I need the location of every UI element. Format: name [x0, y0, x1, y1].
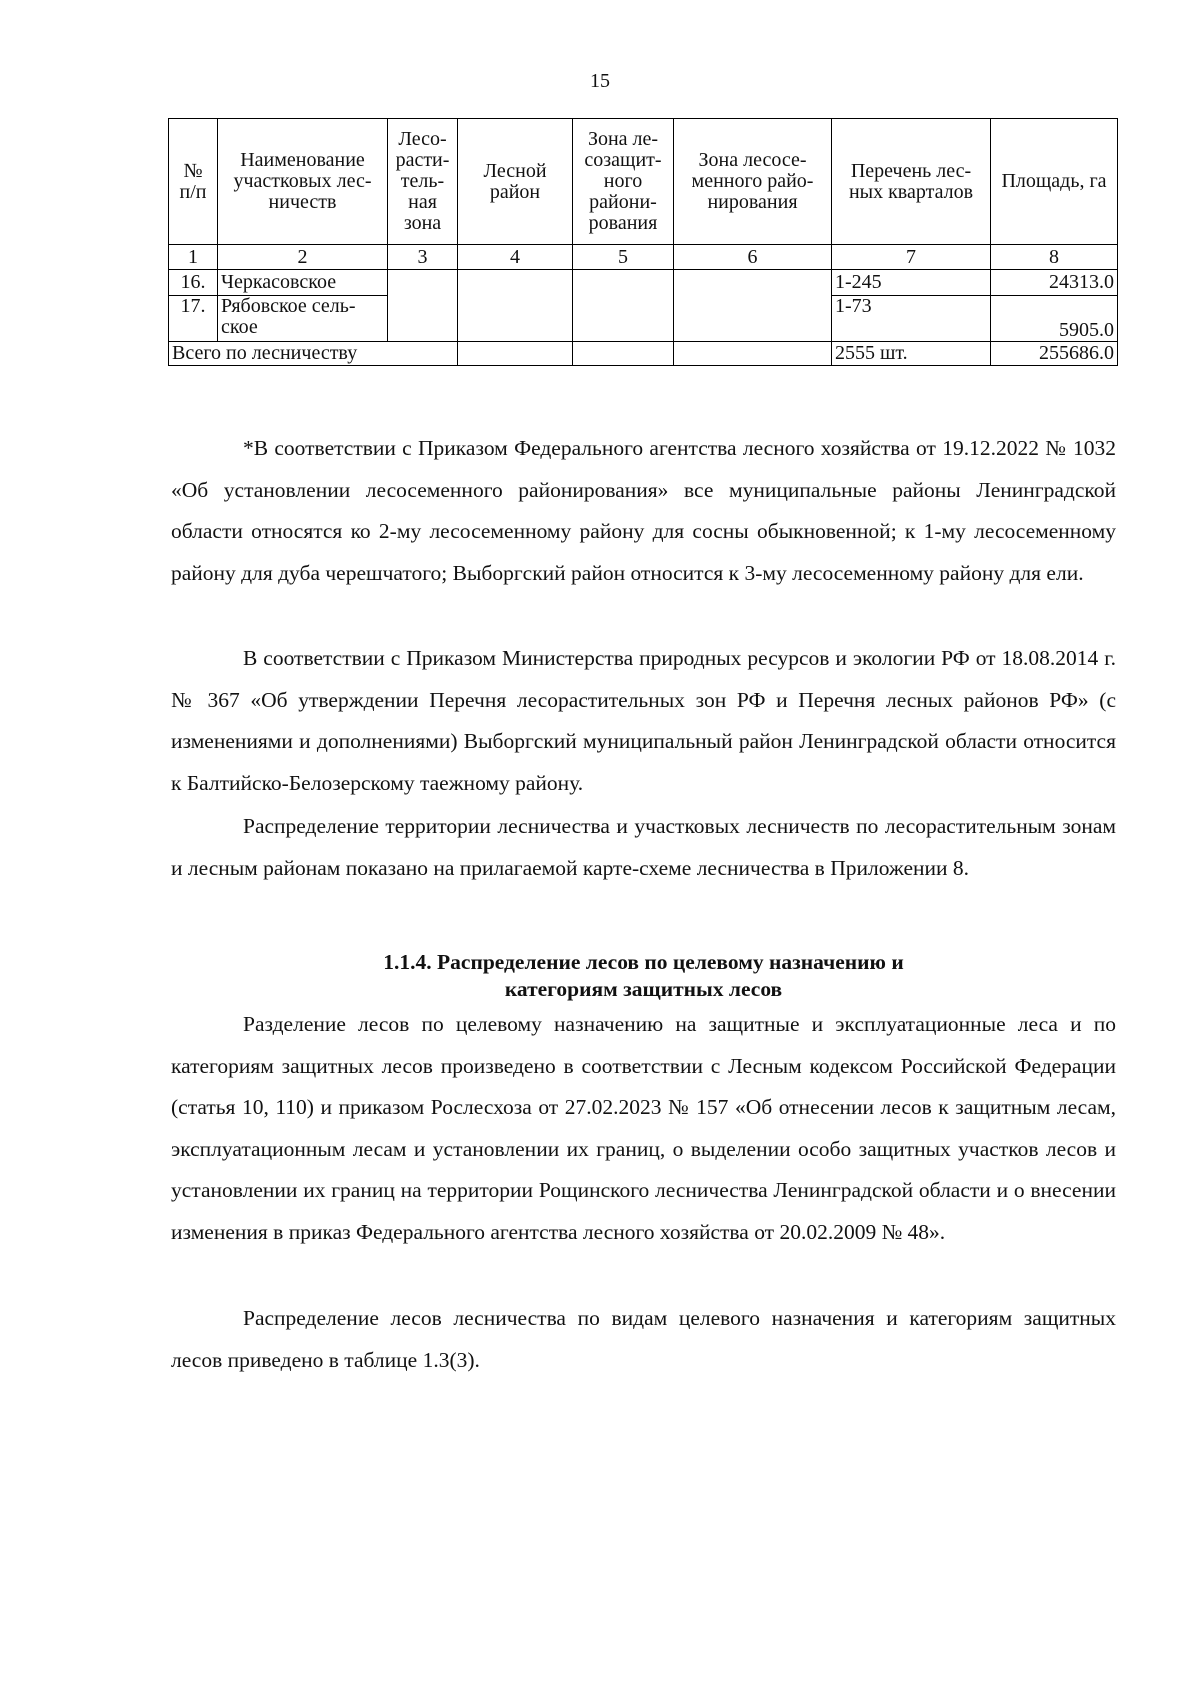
page-number: 15 — [590, 70, 610, 92]
header-line: Зона ле- — [587, 128, 659, 150]
quarters-range: 1-245 — [832, 270, 991, 296]
header-line: Площадь, га — [1001, 170, 1107, 192]
empty-cell — [458, 342, 573, 366]
empty-cell — [674, 270, 832, 342]
header-line: № — [183, 159, 203, 182]
header-line: ных кварталов — [848, 180, 974, 203]
row-number: 17. — [169, 296, 218, 342]
column-number: 5 — [573, 245, 674, 270]
section-heading-line: 1.1.4. Распределение лесов по целевому назначению и — [383, 950, 904, 974]
header-line: Перечень лес- — [850, 159, 972, 182]
total-label: Всего по лесничеству — [169, 342, 458, 366]
header-line: Лесо- — [398, 128, 447, 150]
row-number: 16. — [169, 270, 218, 296]
header-line: ная — [408, 191, 437, 213]
column-number: 8 — [991, 245, 1118, 270]
section-heading — [171, 949, 1116, 1003]
forest-districts-table — [168, 118, 1118, 366]
column-number: 4 — [458, 245, 573, 270]
table-row — [169, 270, 1118, 296]
district-name-line: Рябовское сель- — [221, 295, 356, 317]
column-number: 3 — [388, 245, 458, 270]
empty-cell — [458, 270, 573, 342]
header-line: нирования — [707, 191, 798, 213]
header-line: зона — [403, 212, 442, 234]
header-line: рования — [588, 212, 658, 234]
area-value: 24313.0 — [991, 270, 1118, 296]
paragraph-forest-regions: В соответствии с Приказом Министерства природных ресурсов и экологии РФ от 18.08.2014 г. № 367 «Об утверждении Перечня лесорастительных зон РФ и Перечня лесных районов РФ» (с изменениями и дополнениями) Выборгский муниципальный район Ленинградской области относится к Балтийско-Белозерскому таежному району. — [171, 646, 1116, 795]
area-value: 5905.0 — [991, 296, 1118, 342]
header-line: район — [489, 180, 541, 203]
paragraph-table-reference: Распределение лесов лесничества по видам целевого назначения и категориям защитных лесов приведено в таблице 1.3(3). — [171, 1306, 1116, 1372]
total-area: 255686.0 — [991, 342, 1118, 366]
district-name: Черкасовское — [218, 270, 388, 296]
header-cell — [573, 119, 674, 245]
paragraph-seed-zoning: *В соответствии с Приказом Федерального агентства лесного хозяйства от 19.12.2022 № 1032 «Об установлении лесосеменного районирования» все муниципальные районы Ленинградской области относятся ко 2-му лесосеменному району для сосны обыкновенной; к 1-му лесосеменному району для дуба черешчатого; Выборгский район относится к 3-му лесосеменному району для ели. — [171, 436, 1116, 585]
district-name-line: ское — [221, 316, 258, 338]
total-quarters: 2555 шт. — [832, 342, 991, 366]
header-cell — [218, 119, 388, 245]
empty-cell — [573, 270, 674, 342]
header-line: тель- — [400, 170, 445, 192]
column-number: 1 — [169, 245, 218, 270]
header-line: Зона лесосе- — [698, 149, 807, 171]
header-cell — [674, 119, 832, 245]
header-line: Лесной — [483, 159, 547, 182]
column-number: 2 — [218, 245, 388, 270]
district-name — [218, 296, 388, 342]
table-header-row — [169, 119, 1118, 245]
total-row — [169, 342, 1118, 366]
header-line: расти- — [395, 149, 450, 171]
paragraph-target-purpose: Разделение лесов по целевому назначению на защитные и эксплуатационные леса и по категориям защитных лесов произведено в соответствии с Лесным кодексом Российской Федерации (статья 10, 110) и приказом Рослесхоза от 27.02.2023 № 157 «Об отнесении лесов к защитным лесам, эксплуатационным лесам и установлении их границ, о выделении особо защитных участков лесов и установлении их границ на территории Рощинского лесничества Ленинградской области и о внесении изменения в приказ Федерального агентства лесного хозяйства от 20.02.2009 № 48». — [171, 1012, 1116, 1244]
header-line: ного — [603, 170, 643, 192]
header-cell — [832, 119, 991, 245]
empty-cell — [573, 342, 674, 366]
empty-cell — [388, 270, 458, 342]
section-heading-line: категориям защитных лесов — [504, 977, 783, 1001]
header-cell — [458, 119, 573, 245]
header-line: райони- — [589, 191, 657, 213]
header-line: участковых лес- — [233, 170, 372, 192]
quarters-range: 1-73 — [832, 296, 991, 342]
header-cell — [169, 119, 218, 245]
header-line: менного райо- — [691, 170, 814, 192]
column-number-row — [169, 245, 1118, 270]
paragraph-distribution-map: Распределение территории лесничества и участковых лесничеств по лесорастительным зонам и лесным районам показано на прилагаемой карте-схеме лесничества в Приложении 8. — [171, 814, 1116, 880]
header-cell — [991, 119, 1118, 245]
header-line: Наименование — [240, 149, 365, 171]
header-cell — [388, 119, 458, 245]
header-line: ничеств — [268, 191, 337, 213]
column-number: 7 — [832, 245, 991, 270]
empty-cell — [674, 342, 832, 366]
column-number: 6 — [674, 245, 832, 270]
header-line: созащит- — [584, 149, 662, 171]
header-line: п/п — [179, 180, 207, 203]
